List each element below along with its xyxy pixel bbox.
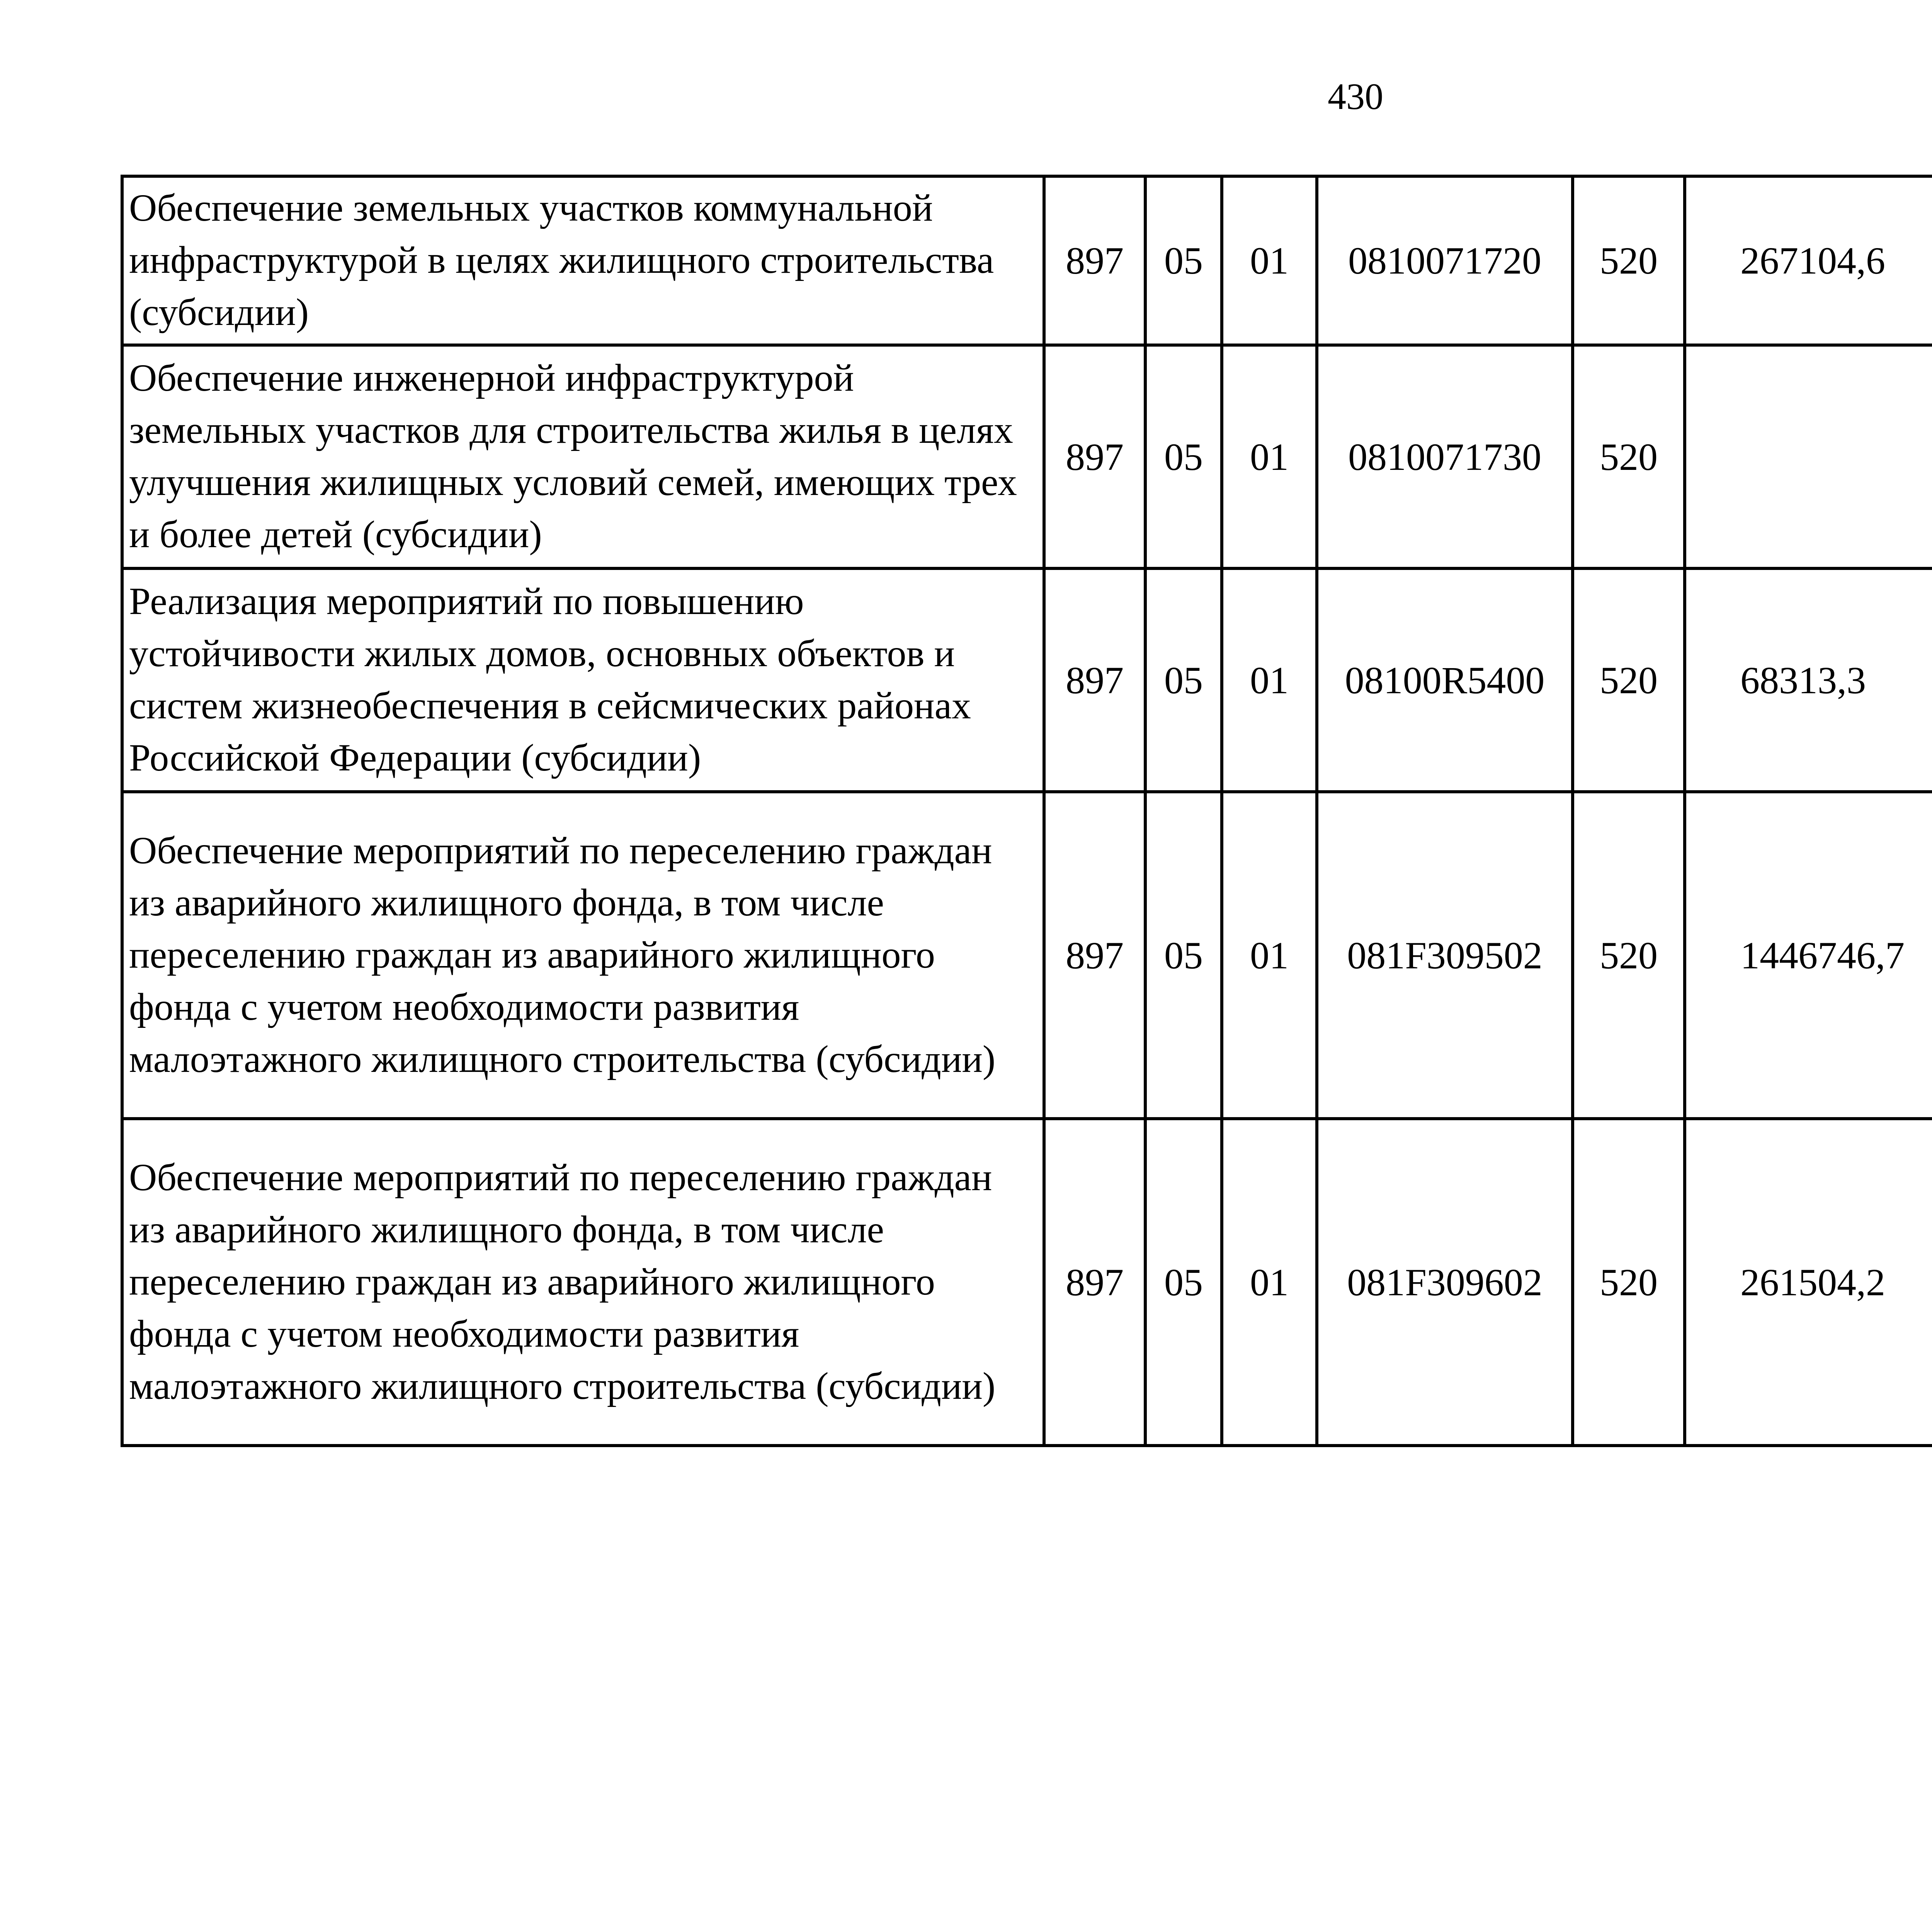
section-code: 05 (1145, 568, 1222, 792)
subsection-code: 01 (1222, 176, 1317, 345)
amount-year-1 (1685, 345, 1932, 568)
target-article-code: 081F309602 (1317, 1119, 1573, 1446)
target-article-code: 0810071730 (1317, 345, 1573, 568)
expense-type-code: 520 (1573, 792, 1685, 1119)
subsection-code: 01 (1222, 568, 1317, 792)
ministry-code: 897 (1044, 176, 1145, 345)
table-row (122, 568, 1932, 792)
target-article-code: 081F309502 (1317, 792, 1573, 1119)
expense-type-code: 520 (1573, 345, 1685, 568)
ministry-code: 897 (1044, 792, 1145, 1119)
section-code: 05 (1145, 1119, 1222, 1446)
table-row (122, 792, 1932, 1119)
subsection-code: 01 (1222, 345, 1317, 568)
section-code: 05 (1145, 792, 1222, 1119)
amount-year-1: 267104,6 (1685, 176, 1932, 345)
table-row (122, 1119, 1932, 1446)
expense-type-code: 520 (1573, 568, 1685, 792)
row-description: Обеспечение мероприятий по переселению граждан из аварийного жилищного фонда, в том числе переселению граждан из аварийного жилищного фонда с учетом необходимости развития малоэтажного жилищного строительства (субсидии) (122, 1119, 1044, 1446)
row-description: Обеспечение инженерной инфраструктурой земельных участков для строительства жилья в целях улучшения жилищных условий семей, имеющих трех и более детей (субсидии) (122, 345, 1044, 568)
expense-type-code: 520 (1573, 1119, 1685, 1446)
row-description: Реализация мероприятий по повышению устойчивости жилых домов, основных объектов и систем жизнеобеспечения в сейсмических районах Российской Федерации (субсидии) (122, 568, 1044, 792)
page-number: 430 (1328, 76, 1383, 117)
budget-table (121, 175, 1932, 1447)
amount-year-1: 261504,2 (1685, 1119, 1932, 1446)
subsection-code: 01 (1222, 1119, 1317, 1446)
row-description: Обеспечение земельных участков коммунальной инфраструктурой в целях жилищного строительства (субсидии) (122, 176, 1044, 345)
ministry-code: 897 (1044, 568, 1145, 792)
ministry-code: 897 (1044, 345, 1145, 568)
expense-type-code: 520 (1573, 176, 1685, 345)
table-row (122, 345, 1932, 568)
section-code: 05 (1145, 176, 1222, 345)
target-article-code: 08100R5400 (1317, 568, 1573, 792)
amount-year-1: 1446746,7 (1685, 792, 1932, 1119)
target-article-code: 0810071720 (1317, 176, 1573, 345)
amount-year-1: 68313,3 (1685, 568, 1932, 792)
table-row (122, 176, 1932, 345)
section-code: 05 (1145, 345, 1222, 568)
subsection-code: 01 (1222, 792, 1317, 1119)
row-description: Обеспечение мероприятий по переселению граждан из аварийного жилищного фонда, в том числе переселению граждан из аварийного жилищного фонда с учетом необходимости развития малоэтажного жилищного строительства (субсидии) (122, 792, 1044, 1119)
ministry-code: 897 (1044, 1119, 1145, 1446)
